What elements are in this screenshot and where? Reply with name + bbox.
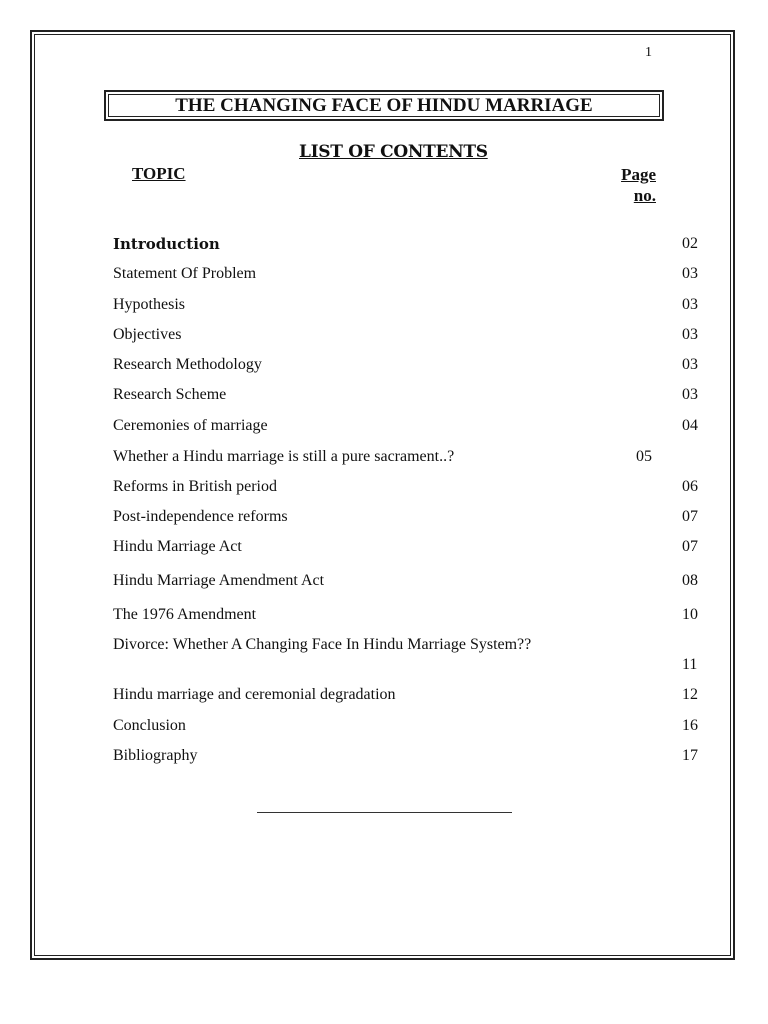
page-column-header [600,164,656,206]
toc-entry-page: 12 [682,686,698,703]
toc-entry-page: 07 [682,508,698,525]
document-title: THE CHANGING FACE OF HINDU MARRIAGE [175,95,593,116]
toc-entry-label: Post-independence reforms [113,508,288,525]
toc-entry-label: Bibliography [113,747,198,764]
toc-entry-page: 06 [682,478,698,495]
page-number: 1 [645,45,652,60]
toc-entry-page: 04 [682,417,698,434]
toc-entry-page: 07 [682,538,698,555]
toc-entry-page: 16 [682,717,698,734]
toc-entry-label: Hindu marriage and ceremonial degradation [113,686,396,703]
toc-entry-label: The 1976 Amendment [113,606,257,623]
toc-entry-page: 05 [636,448,652,465]
toc-entry-label: Hindu Marriage Amendment Act [113,572,325,589]
toc-entry-label: Hypothesis [113,296,185,313]
toc-entry-page: 03 [682,296,698,313]
page-column-header-line2: no. [633,186,656,205]
page-column-header-line1: Page [621,165,656,184]
end-divider [257,812,512,813]
toc-entry-page: 11 [682,656,698,673]
toc-entry-label: Research Scheme [113,386,227,403]
toc-entry-label: Reforms in British period [113,478,277,495]
toc-entry-page: 03 [682,265,698,282]
toc-entry-label: Statement Of Problem [113,265,257,282]
toc-entry-page: 17 [682,747,698,764]
toc-entry-label: Divorce: Whether A Changing Face In Hindu Marriage System?? [113,636,532,653]
toc-entry-label: Hindu Marriage Act [113,538,242,555]
toc-entry-page: 08 [682,572,698,589]
toc-entry-label: Objectives [113,326,182,343]
toc-entry-page: 03 [682,356,698,373]
toc-entry-page: 03 [682,326,698,343]
toc-entry-label: Introduction [113,235,220,253]
toc-entry-label: Research Methodology [113,356,262,373]
toc-entry-page: 02 [682,235,698,252]
toc-entry-label: Ceremonies of marriage [113,417,268,434]
topic-column-header: TOPIC [132,164,186,183]
toc-entry-page: 03 [682,386,698,403]
toc-entry-label: Whether a Hindu marriage is still a pure sacrament..? [113,448,455,465]
list-of-contents-heading: LIST OF CONTENTS [299,142,488,162]
toc-entry-page: 10 [682,606,698,623]
title-box [104,90,664,121]
toc-entry-label: Conclusion [113,717,186,734]
